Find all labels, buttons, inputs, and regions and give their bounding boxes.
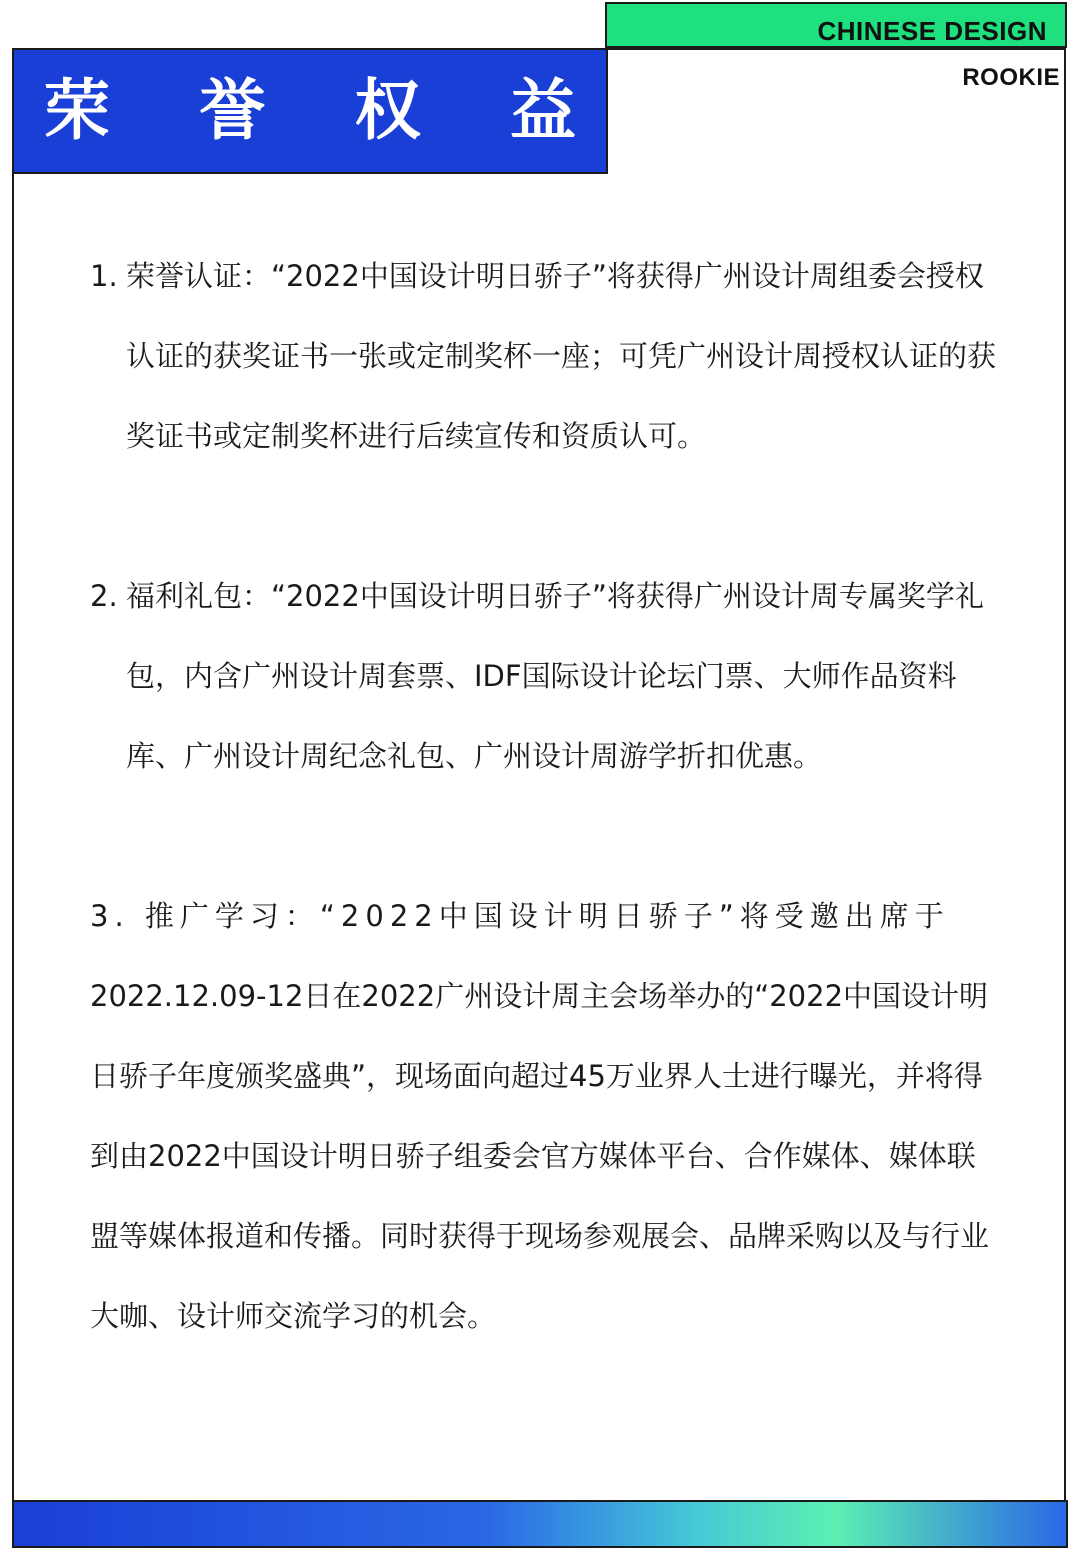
page-title xyxy=(12,48,608,174)
title-char: 誉 xyxy=(199,72,266,149)
item-text: 荣誉认证：“2022中国设计明日骄子”将获得广州设计周组委会授权认证的获奖证书一张或定制奖杯一座；可凭广州设计周授权认证的获奖证书或定制奖杯进行后续宣传和资质认可。 xyxy=(126,259,997,453)
item-number: 1. xyxy=(90,259,118,293)
item-text: 福利礼包：“2022中国设计明日骄子”将获得广州设计周专属奖学礼包，内含广州设计周套票、IDF国际设计论坛门票、大师作品资料库、广州设计周纪念礼包、广州设计周游学折扣优惠。 xyxy=(126,579,984,773)
brand-banner xyxy=(605,2,1067,48)
title-char: 益 xyxy=(509,72,576,149)
brand-text-chinese-design: CHINESE DESIGN xyxy=(817,16,1047,46)
bottom-gradient-bar xyxy=(12,1500,1068,1548)
item-number: 2. xyxy=(90,579,118,613)
brand-text-rookie: ROOKIE xyxy=(962,64,1060,91)
benefit-list xyxy=(90,236,1002,1356)
title-char: 荣 xyxy=(44,72,110,149)
item-text: 2022.12.09-12日在2022广州设计周主会场举办的“2022中国设计明日骄子年度颁奖盛典”，现场面向超过45万业界人士进行曝光，并将得到由2022中国设计明日骄子组委会官方媒体平台、合作媒体、媒体联盟等媒体报道和传播。同时获得于现场参观展会、品牌采购以及与行业大咖、设计师交流学习的机会。 xyxy=(90,979,990,1333)
benefit-item-promotion-learning xyxy=(90,876,1002,1356)
benefit-item-honor-certification xyxy=(90,236,1002,476)
title-char: 权 xyxy=(354,72,421,149)
benefit-item-welfare-package xyxy=(90,556,1002,796)
item-number: 3. xyxy=(90,899,130,933)
item-lead-text: 推广学习：“2022中国设计明日骄子”将受邀出席于 xyxy=(144,899,950,933)
